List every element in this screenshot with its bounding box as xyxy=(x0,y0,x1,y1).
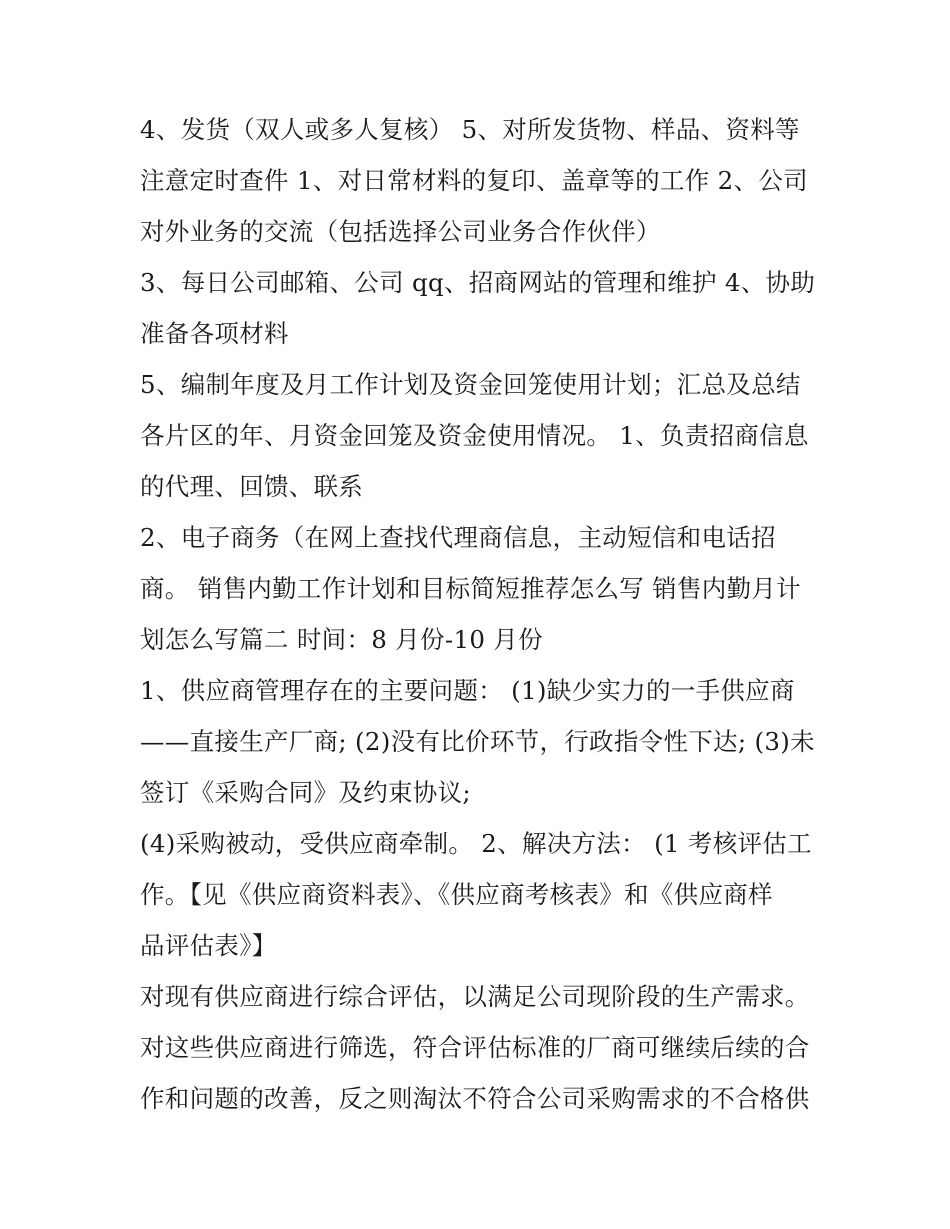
text-line: 对外业务的交流（包括选择公司业务合作伙伴） xyxy=(140,217,661,246)
text-line: 各片区的年、月资金回笼及资金使用情况。 1、负责招商信息 xyxy=(140,421,809,450)
text-line: ——直接生产厂商; (2)没有比价环节，行政指令性下达; (3)未 xyxy=(140,727,815,756)
text-line: 商。 销售内勤工作计划和目标简短推荐怎么写 销售内勤月计 xyxy=(140,574,801,603)
text-line: 3、每日公司邮箱、公司 qq、招商网站的管理和维护 4、协助 xyxy=(140,268,816,297)
text-line: 5、编制年度及月工作计划及资金回笼使用计划；汇总及总结 xyxy=(140,370,801,399)
text-line: 准备各项材料 xyxy=(140,319,289,348)
text-line: 划怎么写篇二 时间：8 月份-10 月份 xyxy=(140,625,543,654)
text-line: (4)采购被动，受供应商牵制。 2、解决方法： (1 考核评估工 xyxy=(140,829,812,858)
text-line: 对这些供应商进行筛选，符合评估标准的厂商可继续后续的合 xyxy=(140,1033,810,1062)
text-line: 对现有供应商进行综合评估，以满足公司现阶段的生产需求。 xyxy=(140,982,810,1011)
text-line: 作。【见《供应商资料表》、《供应商考核表》和《供应商样 xyxy=(140,880,773,909)
text-line: 1、供应商管理存在的主要问题： (1)缺少实力的一手供应商 xyxy=(140,676,795,705)
text-line: 2、电子商务（在网上查找代理商信息，主动短信和电话招 xyxy=(140,523,776,552)
text-line: 注意定时查件 1、对日常材料的复印、盖章等的工作 2、公司 xyxy=(140,166,808,195)
text-line: 签订《采购合同》及约束协议; xyxy=(140,778,471,807)
text-line: 4、发货（双人或多人复核） 5、对所发货物、样品、资料等 xyxy=(140,115,800,144)
text-line: 作和问题的改善，反之则淘汰不符合公司采购需求的不合格供 xyxy=(140,1084,810,1113)
text-line: 的代理、回馈、联系 xyxy=(140,472,364,501)
text-line: 品评估表》】 xyxy=(140,931,277,960)
document-page xyxy=(140,104,815,1124)
